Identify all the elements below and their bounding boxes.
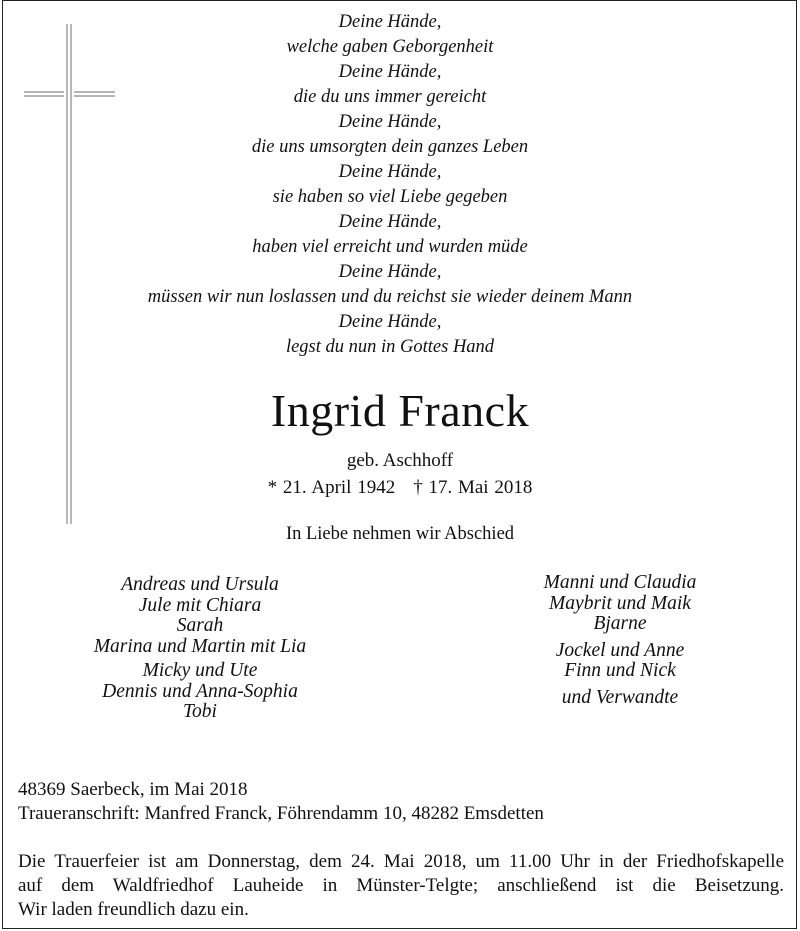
ceremony-line: Die Trauerfeier ist am Donnerstag, dem 24. Mai 2018, um 11.00 Uhr in der Friedhofskapelle: [18, 851, 784, 872]
mourner-entry: Marina und Martin mit Lia: [93, 635, 307, 657]
poem-line: Deine Hände,: [338, 262, 442, 282]
poem-line: Deine Hände,: [338, 212, 442, 232]
mourning-address: Traueranschrift: Manfred Franck, Föhrendamm 10, 48282 Emsdetten: [18, 803, 544, 824]
farewell-line: In Liebe nehmen wir Abschied: [285, 524, 515, 544]
mourner-entry: Tobi: [183, 701, 217, 722]
mourner-entry: Bjarne: [593, 613, 647, 634]
poem-line: Deine Hände,: [338, 12, 442, 32]
mourner-entry: Micky und Ute: [142, 660, 258, 681]
mourner-entry: Maybrit und Maik: [549, 592, 691, 614]
ceremony-info: [18, 850, 784, 922]
poem-line: Deine Hände,: [338, 112, 442, 132]
deceased-name: Ingrid Franck: [270, 385, 530, 436]
poem-line: haben viel erreicht und wurden müde: [252, 237, 528, 257]
cross-icon: [64, 24, 74, 524]
place-date: 48369 Saerbeck, im Mai 2018: [18, 779, 248, 800]
mourners-left: [30, 575, 370, 723]
poem: [80, 10, 700, 360]
life-dates: [0, 477, 800, 499]
poem-line: die du uns immer gereicht: [293, 87, 487, 107]
ceremony-line: auf dem Waldfriedhof Lauheide in Münster-Telgte; anschließend ist die Beisetzung.: [18, 875, 784, 896]
birth-name: geb. Aschhoff: [346, 450, 454, 471]
mourner-entry: Manni und Claudia: [543, 572, 697, 593]
mourner-entry: und Verwandte: [561, 686, 679, 708]
poem-line: legst du nun in Gottes Hand: [285, 337, 495, 357]
poem-line: Deine Hände,: [338, 162, 442, 182]
poem-line: Deine Hände,: [338, 312, 442, 332]
poem-line: die uns umsorgten dein ganzes Leben: [251, 137, 529, 157]
mourner-entry: Finn und Nick: [564, 660, 676, 681]
mourner-entry: Andreas und Ursula: [121, 574, 279, 595]
mourner-entry: Jockel und Anne: [555, 639, 685, 661]
death-date: † 17. Mai 2018: [413, 477, 533, 498]
mourner-entry: Sarah: [176, 615, 224, 636]
mourner-entry: Dennis und Anna-Sophia: [102, 680, 298, 702]
poem-line: sie haben so viel Liebe gegeben: [272, 187, 508, 207]
ceremony-line: Wir laden freundlich dazu ein.: [18, 899, 249, 920]
birth-date: * 21. April 1942: [267, 477, 396, 498]
mourner-entry: Jule mit Chiara: [138, 594, 262, 616]
mourners-right: [460, 573, 780, 708]
poem-line: müssen wir nun loslassen und du reichst sie wieder deinem Mann: [147, 287, 633, 307]
poem-line: welche gaben Geborgenheit: [286, 37, 494, 57]
poem-line: Deine Hände,: [338, 62, 442, 82]
